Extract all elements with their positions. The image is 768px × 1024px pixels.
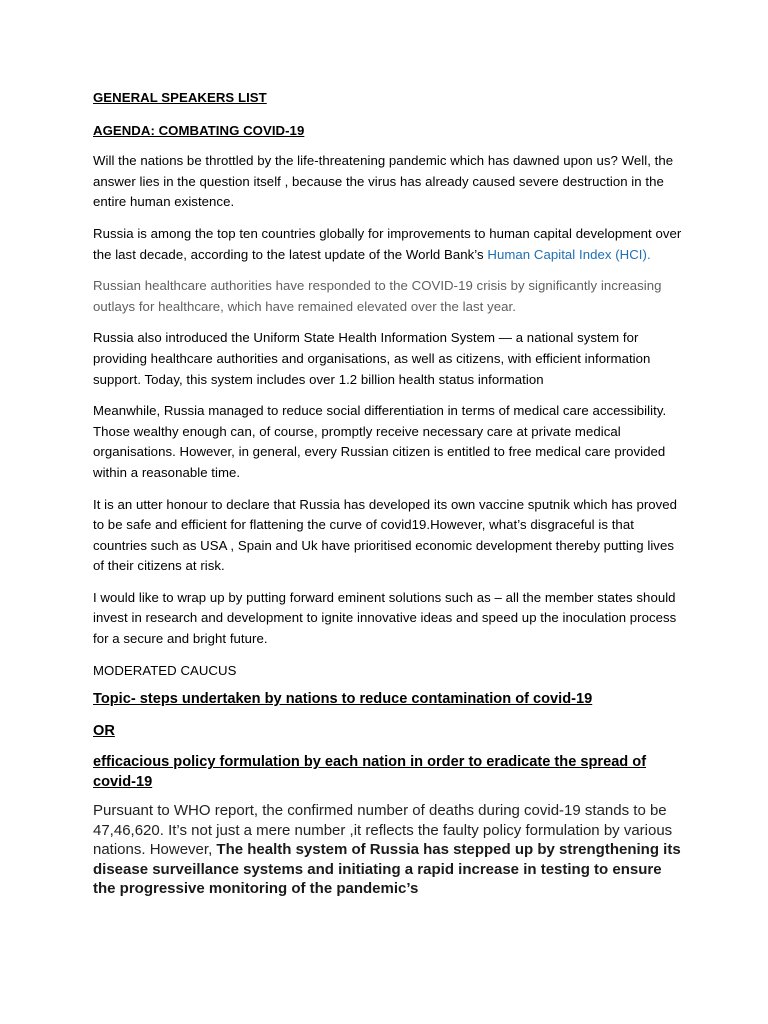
paragraph-who-report-text: Pursuant to WHO report, the confirmed number of deaths during covid-19 stands to be 47,46,620. It’s not just a mere number ,it reflects the faulty policy formulation by various nations. However,	[93, 802, 673, 859]
paragraph-conclusion: I would like to wrap up by putting forward eminent solutions such as – all the member states should invest in research and development to ignite innovative ideas and speed up the inoculation process for a secure and bright future.	[93, 589, 677, 647]
document-body	[93, 88, 683, 899]
paragraph-human-capital-text: Russia is among the top ten countries globally for improvements to human capital development over the last decade, according to the latest update of the World Bank’s	[93, 225, 682, 262]
efficacious-heading: efficacious policy formulation by each nation in order to eradicate the spread of covid-19	[93, 754, 647, 791]
paragraph-medical-care-access: Meanwhile, Russia managed to reduce social differentiation in terms of medical care accessibility. Those wealthy enough can, of course, promptly receive necessary care at private medical organisations. However, in general, every Russian citizen is entitled to free medical care provided within a reasonable time.	[93, 403, 667, 480]
agenda-heading: AGENDA: COMBATING COVID-19	[93, 122, 305, 138]
paragraph-who-report-bold: The health system of Russia has stepped up by strengthening its disease surveillance systems and initiating a rapid increase in testing to ensure the progressive monitoring of the pandemic’s	[93, 841, 681, 898]
or-heading: OR	[93, 723, 115, 740]
topic-heading: Topic- steps undertaken by nations to reduce contamination of covid-19	[93, 691, 593, 708]
paragraph-health-information-system: Russia also introduced the Uniform State Health Information System — a national system for providing healthcare authorities and organisations, as well as citizens, with efficient information support. Today, this system includes over 1.2 billion health status information	[93, 330, 651, 387]
document-title: GENERAL SPEAKERS LIST	[93, 90, 267, 105]
paragraph-who-report	[93, 801, 683, 899]
paragraph-intro: Will the nations be throttled by the life-threatening pandemic which has dawned upon us? Well, the answer lies in the question itself , because the virus has already caused severe destruction in the entire human existence.	[93, 153, 674, 210]
paragraph-healthcare-response: Russian healthcare authorities have responded to the COVID-19 crisis by significantly increasing outlays for healthcare, which have remained elevated over the last year.	[93, 278, 662, 314]
moderated-caucus-heading: MODERATED CAUCUS	[93, 662, 237, 678]
paragraph-human-capital	[93, 224, 683, 265]
human-capital-index-link[interactable]: Human Capital Index (HCI).	[487, 246, 651, 262]
paragraph-vaccine: It is an utter honour to declare that Russia has developed its own vaccine sputnik which has proved to be safe and efficient for flattening the curve of covid19.However, what’s disgraceful is that countries such as USA , Spain and Uk have prioritised economic development thereby putting lives of their citizens at risk.	[93, 496, 678, 574]
